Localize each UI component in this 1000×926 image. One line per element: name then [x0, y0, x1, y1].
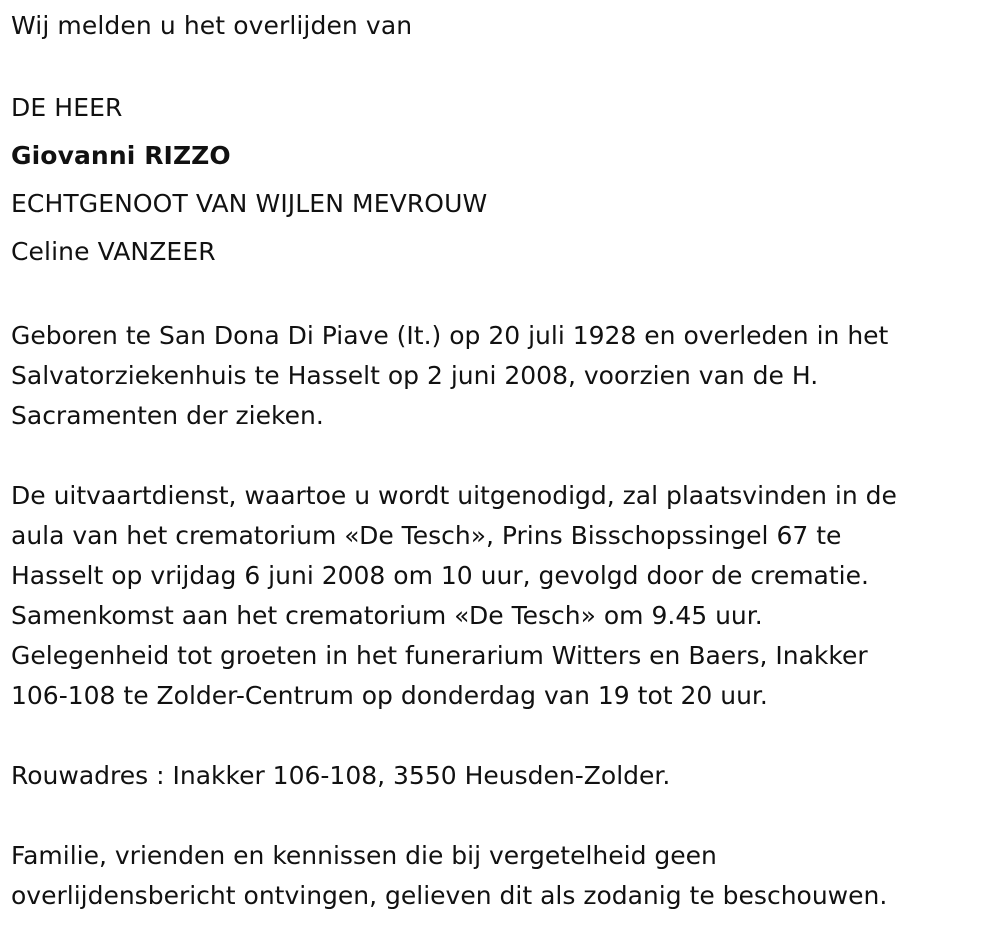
deceased-name: Giovanni RIZZO	[11, 141, 231, 170]
deceased-block	[11, 84, 991, 276]
address-paragraph: Rouwadres : Inakker 106-108, 3550 Heusden-Zolder.	[11, 761, 671, 790]
spouse-name: Celine VANZEER	[11, 237, 216, 266]
birth-death-paragraph: Geboren te San Dona Di Piave (It.) op 20 juli 1928 en overleden in het Salvatorziekenhuis te Hasselt op 2 juni 2008, voorzien van de H. Sacramenten der zieken.	[11, 321, 889, 430]
intro-text: Wij melden u het overlijden van	[11, 11, 413, 40]
title-text: DE HEER	[11, 93, 123, 122]
obituary-notice	[11, 0, 991, 916]
closing-paragraph: Familie, vrienden en kennissen die bij vergetelheid geen overlijdensbericht ontvingen, gelieven dit als zodanig te beschouwen.	[11, 841, 888, 910]
relation-text: ECHTGENOOT VAN WIJLEN MEVROUW	[11, 189, 488, 218]
funeral-paragraph: De uitvaartdienst, waartoe u wordt uitgenodigd, zal plaatsvinden in de aula van het crematorium «De Tesch», Prins Bisschopssingel 67 te Hasselt op vrijdag 6 juni 2008 om 10 uur, gevolgd door de crematie. Samenkomst aan het crematorium «De Tesch» om 9.45 uur. Gelegenheid tot groeten in het funerarium Witters en Baers, Inakker 106-108 te Zolder-Centrum op donderdag van 19 tot 20 uur.	[11, 481, 897, 710]
